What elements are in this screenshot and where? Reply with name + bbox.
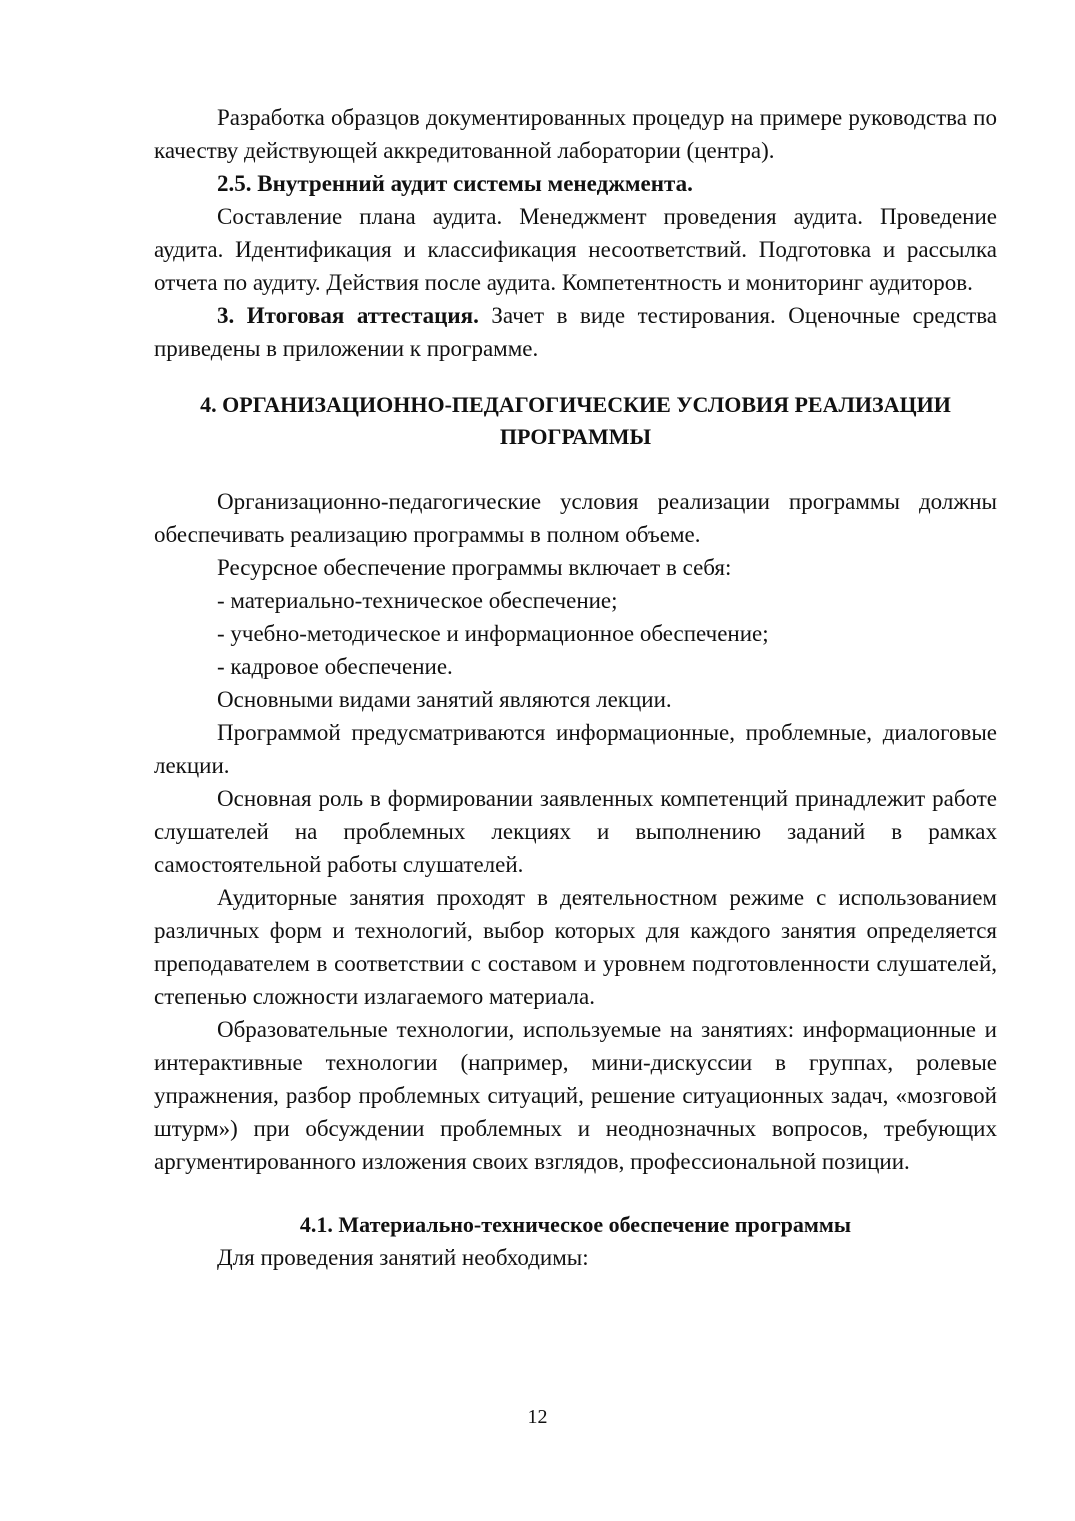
section-4-title xyxy=(154,389,997,453)
page-content xyxy=(154,101,997,1274)
list-item-methodical: - учебно-методическое и информационное обеспечение; xyxy=(217,621,769,646)
list-item-staff: - кадровое обеспечение. xyxy=(217,654,453,679)
final-attestation-label: 3. Итоговая аттестация. xyxy=(217,303,479,328)
final-attestation-text: Зачет в виде тестирования. Оценочные средства приведены в приложении к программе. xyxy=(154,303,997,361)
paragraph-final-attestation xyxy=(154,299,997,365)
section-4-1-title: 4.1. Материально-техническое обеспечение программы xyxy=(299,1212,852,1237)
paragraph-audit: Составление плана аудита. Менеджмент проведения аудита. Проведение аудита. Идентификация и классификация несоответствий. Подготовка и рассылка отчета по аудиту. Действия после аудита. Компетентность и мониторинг аудиторов. xyxy=(154,204,997,295)
paragraph-procedures: Разработка образцов документированных процедур на примере руководства по качеству действующей аккредитованной лаборатории (центра). xyxy=(154,105,997,163)
list-item-material: - материально-техническое обеспечение; xyxy=(217,588,618,613)
paragraph-requirements: Для проведения занятий необходимы: xyxy=(217,1245,589,1270)
paragraph-technologies: Образовательные технологии, используемые на занятиях: информационные и интерактивные технологии (например, мини-дискуссии в группах, ролевые упражнения, разбор проблемных ситуаций, решение ситуационных задач, «мозговой штурм») при обсуждении проблемных и неоднозначных вопросов, требующих аргументированного изложения своих взглядов, профессиональной позиции. xyxy=(154,1017,997,1174)
section-4-title-line2: ПРОГРАММЫ xyxy=(499,424,652,449)
paragraph-classes: Аудиторные занятия проходят в деятельностном режиме с использованием различных форм и технологий, выбор которых для каждого занятия определяется преподавателем в соответствии с составом и уровнем подготовленности слушателей, степенью сложности излагаемого материала. xyxy=(154,885,997,1009)
paragraph-resources: Ресурсное обеспечение программы включает в себя: xyxy=(217,555,732,580)
heading-internal-audit: 2.5. Внутренний аудит системы менеджмента. xyxy=(217,171,693,196)
paragraph-conditions: Организационно-педагогические условия реализации программы должны обеспечивать реализацию программы в полном объеме. xyxy=(154,489,997,547)
section-4-title-line1: 4. ОРГАНИЗАЦИОННО-ПЕДАГОГИЧЕСКИЕ УСЛОВИЯ РЕАЛИЗАЦИИ xyxy=(200,392,951,417)
paragraph-lecture-types: Основными видами занятий являются лекции. xyxy=(217,687,672,712)
paragraph-main-role: Основная роль в формировании заявленных компетенций принадлежит работе слушателей на проблемных лекциях и выполнению заданий в рамках самостоятельной работы слушателей. xyxy=(154,786,997,877)
paragraph-lecture-kinds: Программой предусматриваются информационные, проблемные, диалоговые лекции. xyxy=(154,720,997,778)
page-number: 12 xyxy=(527,1406,548,1428)
